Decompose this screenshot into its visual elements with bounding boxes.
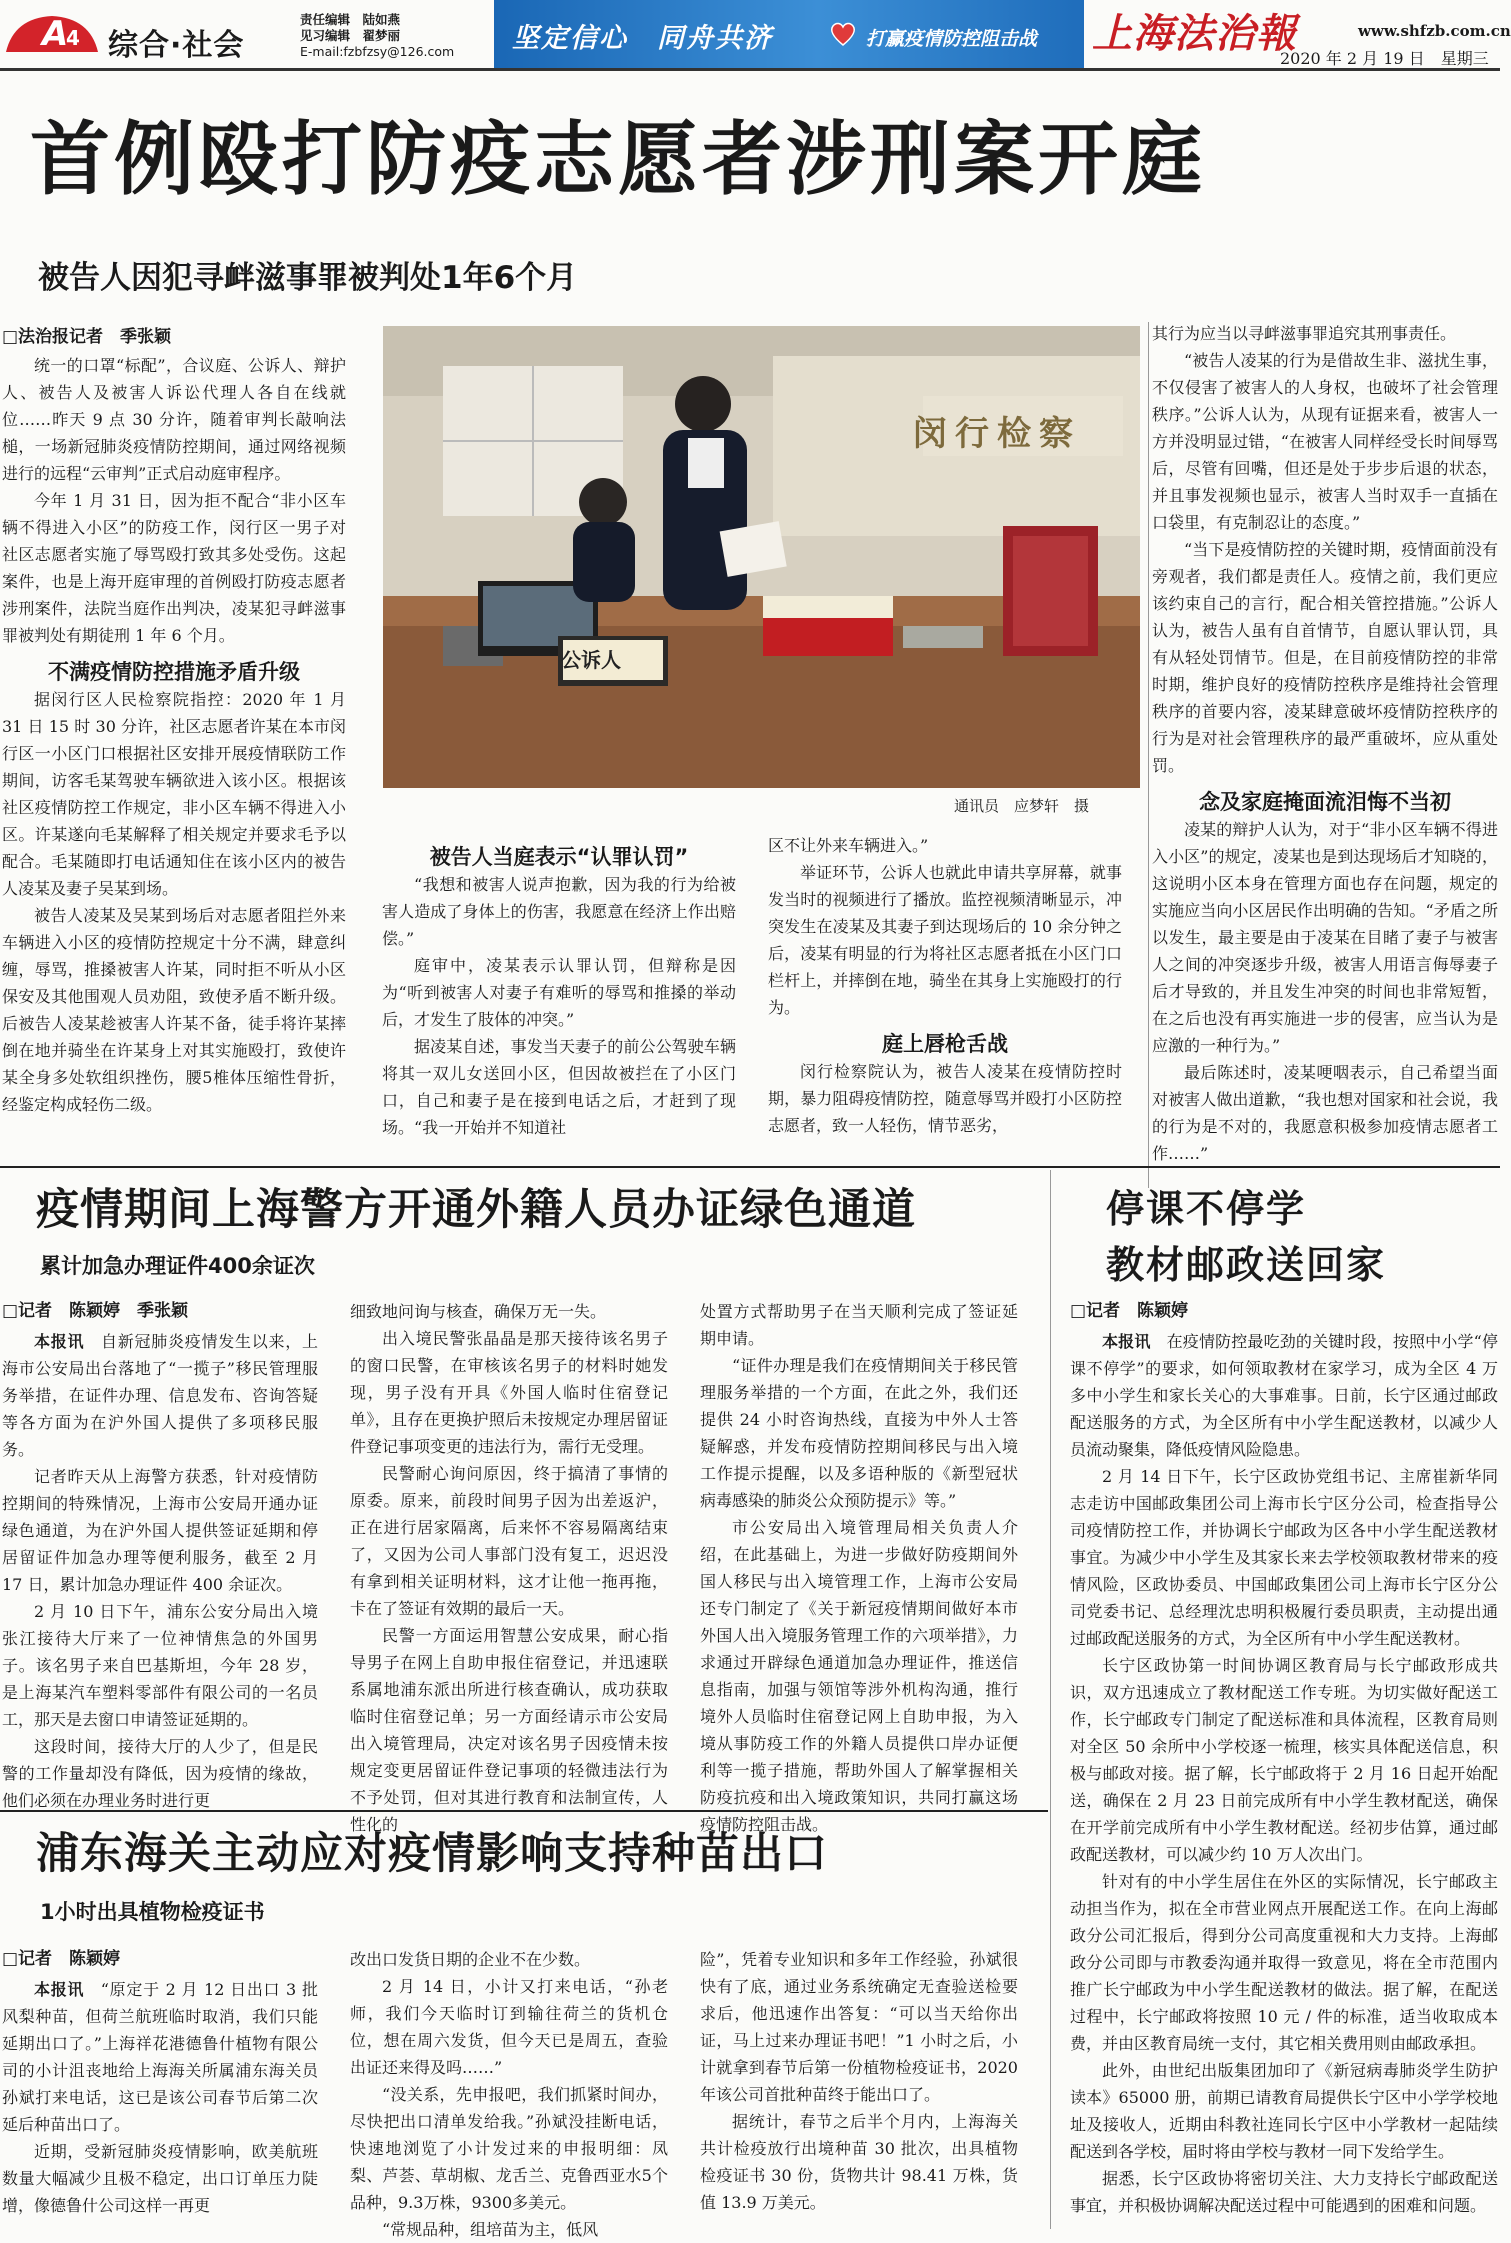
lead-col3-para: 区不让外来车辆进入。” [768,836,929,855]
lead-col3-subhead: 庭上唇枪舌战 [882,1032,1008,1056]
story4-headline: 浦东海关主动应对疫情影响支持种苗出口 [36,1829,828,1879]
page-number-badge [4,12,100,56]
story4-byline: □记者 陈颖婷 [2,1949,121,1969]
story4-column-2 [350,1946,668,2239]
story3-para: 长宁区政协第一时间协调区教育局与长宁邮政形成共识，双方迅速成立了教材配送工作专班。为切实做好配送工作，长宁邮政专门制定了配送标准和具体流程，区教育局则对全区 50 余所中小学校逐一梳理，核实具体配送信息，积极与邮政对接。据了解，长宁邮政将于 2 月 16 日起开始配送，确保在 2 月 23 日前完成所有中小学生教材配送，确保在开学前完成所有中小学生教材配送。经初步估算，通过邮政配送教材，可以减少约 10 万人次出门。 [1070,1656,1498,1864]
campaign-banner [494,0,1084,68]
lead-col1-para: 今年 1 月 31 日，因为拒不配合“非小区车辆不得进入小区”的防疫工作，闵行区一男子对社区志愿者实施了辱骂殴打致其多处受伤。这起案件，也是上海开庭审理的首例殴打防疫志愿者涉刑案件，法院当庭作出判决，凌某犯寻衅滋事罪被判处有期徒刑 1 年 6 个月。 [2,491,346,645]
lead-column-3 [768,832,1122,1188]
website: www.shfzb.com.cn [1358,22,1511,40]
page-num: 4 [66,26,80,50]
lead-col4-para: 凌某的辩护人认为，对于“非小区车辆不得进入小区”的规定，凌某也是到达现场后才知晓的，这说明小区本身在管理方面也存在问题，规定的实施应当向小区居民作出明确的告知。“矛盾之所以发生，最主要是由于凌某在目睹了妻子与被害人之间的冲突逐步升级，被害人用语言侮辱妻子后才导致的，并且发生冲突的时间也非常短暂，在之后也没有再实施进一步的侵害，应当认为是应激的一种行为。” [1152,820,1498,1055]
masthead-rule [0,68,1500,71]
paper-logo: 上海法治報 [1092,10,1297,57]
story2-col2-para: 细致地问询与核查，确保万无一失。 [350,1302,607,1321]
story3-byline: □记者 陈颖婷 [1070,1301,1189,1321]
story2-col2-para: 民警耐心询问原因，终于搞清了事情的原委。原来，前段时间男子因为出差返沪，正在进行居家隔离，后来怀不容易隔离结束了，又因为公司人事部门没有复工，迟迟没有拿到相关证明材料，这才让他一拖再拖，卡在了签证有效期的最后一天。 [350,1464,668,1618]
banner-sub: 打赢疫情防控阻击战 [866,28,1038,50]
story4-col3-para: 险”，凭着专业知识和多年工作经验，孙斌很快有了底，通过业务系统确定无查验送检要求后，他迅速作出答复：“可以当天给你出证，马上过来办理证书吧！”1 小时之后，小计就拿到春节后第一份植物检疫证书，2020 年该公司首批种苗终于能出口了。 [700,1950,1018,2104]
story4-col2-para: “常规品种，组培苗为主，低风 [382,2220,599,2239]
courtroom-illustration [383,326,1140,788]
lead-col2-para: 庭审中，凌某表示认罪认罚，但辩称是因为“听到被害人对妻子有难听的辱骂和推搡的举动后，才发生了肢体的冲突。” [382,956,736,1029]
story4-column-1 [2,1976,318,2228]
masthead [0,0,1511,70]
lead-column-1 [2,352,346,1182]
heart-icon [828,18,858,52]
lead-col3-para: 闵行检察院认为，被告人凌某在疫情防控时期，暴力阻碍疫情防控，随意辱骂并殴打小区防控志愿者，致一人轻伤，情节恶劣， [768,1062,1122,1135]
story2-column-3 [700,1298,1018,1834]
lead-in-label: 本报讯 [1102,1332,1151,1351]
photo-caption: 通讯员 应梦轩 摄 [954,797,1090,815]
story2-col2-para: 出入境民警张晶晶是那天接待该名男子的窗口民警，在审核该名男子的材料时她发现，男子没有开具《外国人临时住宿登记单》，且存在更换护照后未按规定办理居留证件登记事项变更的违法行为，需行无受理。 [350,1329,668,1456]
story4-col2-para: “没关系，先申报吧，我们抓紧时间办，尽快把出口清单发给我。”孙斌没挂断电话，快速地浏览了小计发过来的申报明细：凤梨、芦荟、草胡椒、龙舌兰、克鲁西亚水5个品种，9.3万株，9300多美元。 [350,2085,668,2212]
section-name: 综合·社会 [108,28,245,63]
story3-para: 2 月 14 日下午，长宁区政协党组书记、主席崔新华同志走访中国邮政集团公司上海市长宁区分公司，检查指导公司疫情防控工作，并协调长宁邮政为区各中小学生配送教材事宜。为减少中小学生及其家长来去学校领取教材带来的疫情风险，区政协委员、中国邮政集团公司上海市长宁区分公司党委书记、总经理沈忠明积极履行委员职责，主动提出通过邮政配送服务的方式，为全区所有中小学生配送教材。 [1070,1467,1498,1648]
story2-headline: 疫情期间上海警方开通外籍人员办证绿色通道 [36,1185,916,1235]
story4-subhead: 1小时出具植物检疫证书 [40,1900,265,1924]
photo-sign: 闵行检察 [913,414,1081,454]
lead-col4-para: “被告人凌某的行为是借故生非、滋扰生事，不仅侵害了被害人的人身权，也破坏了社会管理秩序。”公诉人认为，从现有证据来看，被害人一方并没明显过错，“在被害人同样经受长时间辱骂后，尽管有回嘴，但还是处于步步后退的状态，并且事发视频也显示，被害人当时双手一直插在口袋里，有克制忍让的态度。” [1152,351,1498,532]
courtroom-photo [383,326,1140,788]
banner-slogan: 坚定信心 同舟共济 [512,23,773,54]
story2-col1-para: 2 月 10 日下午，浦东公安分局出入境张江接待大厅来了一位神情焦急的外国男子。该名男子来自巴基斯坦，今年 28 岁，是上海某汽车塑料零部件有限公司的一名员工，那天是去窗口申请签证延期的。 [2,1602,318,1729]
story2-col3-para: “证件办理是我们在疫情期间关于移民管理服务举措的一个方面，在此之外，我们还提供 24 小时咨询热线，直接为中外人士答疑解惑，并发布疫情防控期间移民与出入境工作提示提醒，以及多语种版的《新型冠状病毒感染的肺炎公众预防提示》等。” [700,1356,1018,1510]
story3-para: 针对有的中小学生居住在外区的实际情况，长宁邮政主动担当作为，拟在全市营业网点开展配送工作。在向上海邮政分公司汇报后，得到分公司高度重视和大力支持。上海邮政分公司即与市教委沟通并取得一致意见，将在全市范围内推广长宁邮政为中小学生配送教材的做法。据了解，在配送过程中，长宁邮政将按照 10 元 / 件的标准，适当收取成本费，并由区教育局统一支付，其它相关费用则由邮政承担。 [1070,1872,1498,2053]
editor-line-3: E-mail:fzbfzsy@126.com [300,44,455,59]
lead-col4-subhead: 念及家庭掩面流泪悔不当初 [1199,790,1451,814]
story2-col3-para: 处置方式帮助男子在当天顺利完成了签证延期申请。 [700,1302,1018,1348]
editor-info [300,12,454,60]
story4-col3-para: 据统计，春节之后半个月内，上海海关共计检疫放行出境种苗 30 批次，出具植物检疫证书 30 份，货物共计 98.41 万株，货值 13.9 万美元。 [700,2112,1018,2212]
lead-col1-para: 统一的口罩“标配”，合议庭、公诉人、辩护人、被告人及被害人诉讼代理人各自在线就位……昨天 9 点 30 分许，随着审判长敲响法槌，一场新冠肺炎疫情防控期间，通过网络视频进行的远程“云审判”正式启动庭审程序。 [2,356,346,483]
section-rule [0,1166,1500,1168]
lead-col4-para: 最后陈述时，凌某哽咽表示，自己希望当面对被害人做出道歉，“我也想对国家和社会说，我的行为是不对的，我愿意积极参加疫情志愿者工作……” [1152,1063,1498,1163]
story3-column [1070,1328,1498,2228]
story4-column-3 [700,1946,1018,2228]
lead-col1-para: 据闵行区人民检察院指控：2020 年 1 月 31 日 15 时 30 分许，社区志愿者许某在本市闵行区一小区门口根据社区安排开展疫情联防工作期间，访客毛某驾驶车辆欲进入该小区。根据该社区疫情防控工作规定，非小区车辆不得进入小区。许某遂向毛某解释了相关规定并要求毛予以配合。毛某随即打电话通知住在该小区内的被告人凌某及妻子吴某到场。 [2,690,346,898]
story4-col2-para: 改出口发货日期的企业不在少数。 [350,1950,591,1969]
story3-para: 据悉，长宁区政协将密切关注、大力支持长宁邮政配送事宜，并积极协调解决配送过程中可能遇到的困难和问题。 [1070,2169,1498,2215]
lead-byline: □法治报记者 季张颖 [2,327,172,347]
lead-col1-subhead: 不满疫情防控措施矛盾升级 [48,660,300,684]
story2-col3-para: 市公安局出入境管理局相关负责人介绍，在此基础上，为进一步做好防疫期间外国人移民与出入境管理工作，上海市公安局还专门制定了《关于新冠疫情期间做好本市外国人出入境服务管理工作的六项举措》，力求通过开辟绿色通道加急办理证件，推送信息指南，加强与领馆等涉外机构沟通，推行境外人员临时住宿登记网上自助申报，为入境从事防疫工作的外籍人员提供口岸办证便利等一揽子措施，帮助外国人了解掌握相关防疫抗疫和出入境政策知识，共同打赢这场疫情防控阻击战。 [700,1518,1018,1834]
issue-date: 2020 年 2 月 19 日 星期三 [1280,49,1489,68]
story2-column-1 [2,1328,318,1810]
story2-column-2 [350,1298,668,1834]
lead-column-4 [1152,320,1498,1186]
lead-col4-para: “当下是疫情防控的关键时期，疫情面前没有旁观者，我们都是责任人。疫情之前，我们更应该约束自己的言行，配合相关管控措施。”公诉人认为，被告人虽有自首情节，自愿认罪认罚，具有从轻处罚情节。但是，在目前疫情防控的非常时期，维护良好的疫情防控秩序是维持社会管理秩序的首要内容，凌某肆意破坏疫情防控秩序的行为是对社会管理秩序的最严重破坏，应从重处罚。 [1152,540,1498,775]
story4-col1-para: 本报讯 “原定于 2 月 12 日出口 3 批风梨种苗，但荷兰航班临时取消，我们只能延期出口了。”上海祥花港德鲁什植物有限公司的小计沮丧地给上海海关所属浦东海关员孙斌打来电话，这已是该公司春节后第二次延后种苗出口了。 [2,1980,318,2134]
lead-headline: 首例殴打防疫志愿者涉刑案开庭 [30,113,1206,206]
story2-byline: □记者 陈颖婷 季张颖 [2,1301,189,1321]
story2-subhead: 累计加急办理证件400余证次 [40,1254,315,1278]
story3-headline-1: 停课不停学 [1106,1187,1307,1231]
story2-col1-para: 这段时间，接待大厅的人少了，但是民警的工作量却没有降低，因为疫情的缘故，他们必须在办理业务时进行更 [2,1737,318,1810]
story4-col2-para: 2 月 14 日，小计又打来电话，“孙老师，我们今天临时订到输往荷兰的货机仓位，想在周六发货，但今天已是周五，查验出证还来得及吗……” [350,1977,668,2077]
lead-col2-subhead: 被告人当庭表示“认罪认罚” [429,845,689,869]
section-rule [0,1810,1048,1812]
story2-col1-para: 记者昨天从上海警方获悉，针对疫情防控期间的特殊情况，上海市公安局开通办证绿色通道，为在沪外国人提供签证延期和停居留证件加急办理等便利服务，截至 2 月 17 日，累计加急办理证件 400 余证次。 [2,1467,318,1594]
lead-in-label: 本报讯 [34,1332,85,1351]
editor-line-1: 责任编辑 陆如燕 [300,12,401,27]
column-divider [1148,322,1149,1188]
column-divider [1050,1170,1051,2229]
story4-col1-para: 近期，受新冠肺炎疫情影响，欧美航班数量大幅减少且极不稳定，出口订单压力陡增，像德鲁什公司这样一再更 [2,2142,318,2215]
story3-para: 本报讯 在疫情防控最吃劲的关键时段，按照中小学“停课不停学”的要求，如何领取教材在家学习，成为全区 4 万多中小学生和家长关心的大事难事。日前，长宁区通过邮政配送服务的方式，为全区所有中小学生配送教材，以减少人员流动聚集，降低疫情风险隐患。 [1070,1332,1498,1459]
editor-line-2: 见习编辑 翟梦丽 [300,28,401,43]
lead-col4-para: 其行为应当以寻衅滋事罪追究其刑事责任。 [1152,324,1457,343]
story2-col2-para: 民警一方面运用智慧公安成果，耐心指导男子在网上自助申报住宿登记，并迅速联系属地浦东派出所进行核查确认，成功获取临时住宿登记单；另一方面经请示市公安局出入境管理局，决定对该名男子因疫情未按规定变更居留证件登记事项的轻微违法行为不予处罚，但对其进行教育和法制宣传，人性化的 [350,1626,668,1834]
page-letter: A [42,14,69,54]
lead-col1-para: 被告人凌某及吴某到场后对志愿者阻拦外来车辆进入小区的疫情防控规定十分不满，肆意纠缠，辱骂，推搡被害人许某，同时拒不听从小区保安及其他围观人员劝阻，致使矛盾不断升级。后被告人凌某趁被害人许某不备，徒手将许某摔倒在地并骑坐在许某身上对其实施殴打，致使许某全身多处软组织挫伤，腰5椎体压缩性骨折，经鉴定构成轻伤二级。 [2,906,346,1114]
lead-col2-para: 据凌某自述，事发当天妻子的前公公驾驶车辆将其一双儿女送回小区，但因故被拦在了小区门口，自己和妻子是在接到电话之后，才赶到了现场。“我一开始并不知道社 [382,1037,736,1137]
lead-subhead: 被告人因犯寻衅滋事罪被判处1年6个月 [38,260,578,296]
story3-headline-2: 教材邮政送回家 [1106,1243,1387,1287]
lead-in-label: 本报讯 [34,1980,85,1999]
story2-col1-para: 本报讯 自新冠肺炎疫情发生以来，上海市公安局出台落地了“一揽子”移民管理服务举措，在证件办理、信息发布、咨询答疑等各方面为在沪外国人提供了多项移民服务。 [2,1332,318,1459]
lead-col3-para: 举证环节，公诉人也就此申请共享屏幕，就事发当时的视频进行了播放。监控视频清晰显示，冲突发生在凌某及其妻子到达现场后的 10 余分钟之后，凌某有明显的行为将社区志愿者抵在小区门口栏杆上，并摔倒在地，骑坐在其身上实施殴打的行为。 [768,863,1122,1017]
photo-plate: 公诉人 [561,648,621,672]
lead-column-2 [382,838,736,1188]
lead-col2-para: “我想和被害人说声抱歉，因为我的行为给被害人造成了身体上的伤害，我愿意在经济上作出赔偿。” [382,875,736,948]
story3-para: 此外，由世纪出版集团加印了《新冠病毒肺炎学生防护读本》65000 册，前期已请教育局提供长宁区中小学学校地址及接收人，近期由科教社连同长宁区中小学教材一起陆续配送到各学校，届时将由学校与教材一同下发给学生。 [1070,2061,1498,2161]
